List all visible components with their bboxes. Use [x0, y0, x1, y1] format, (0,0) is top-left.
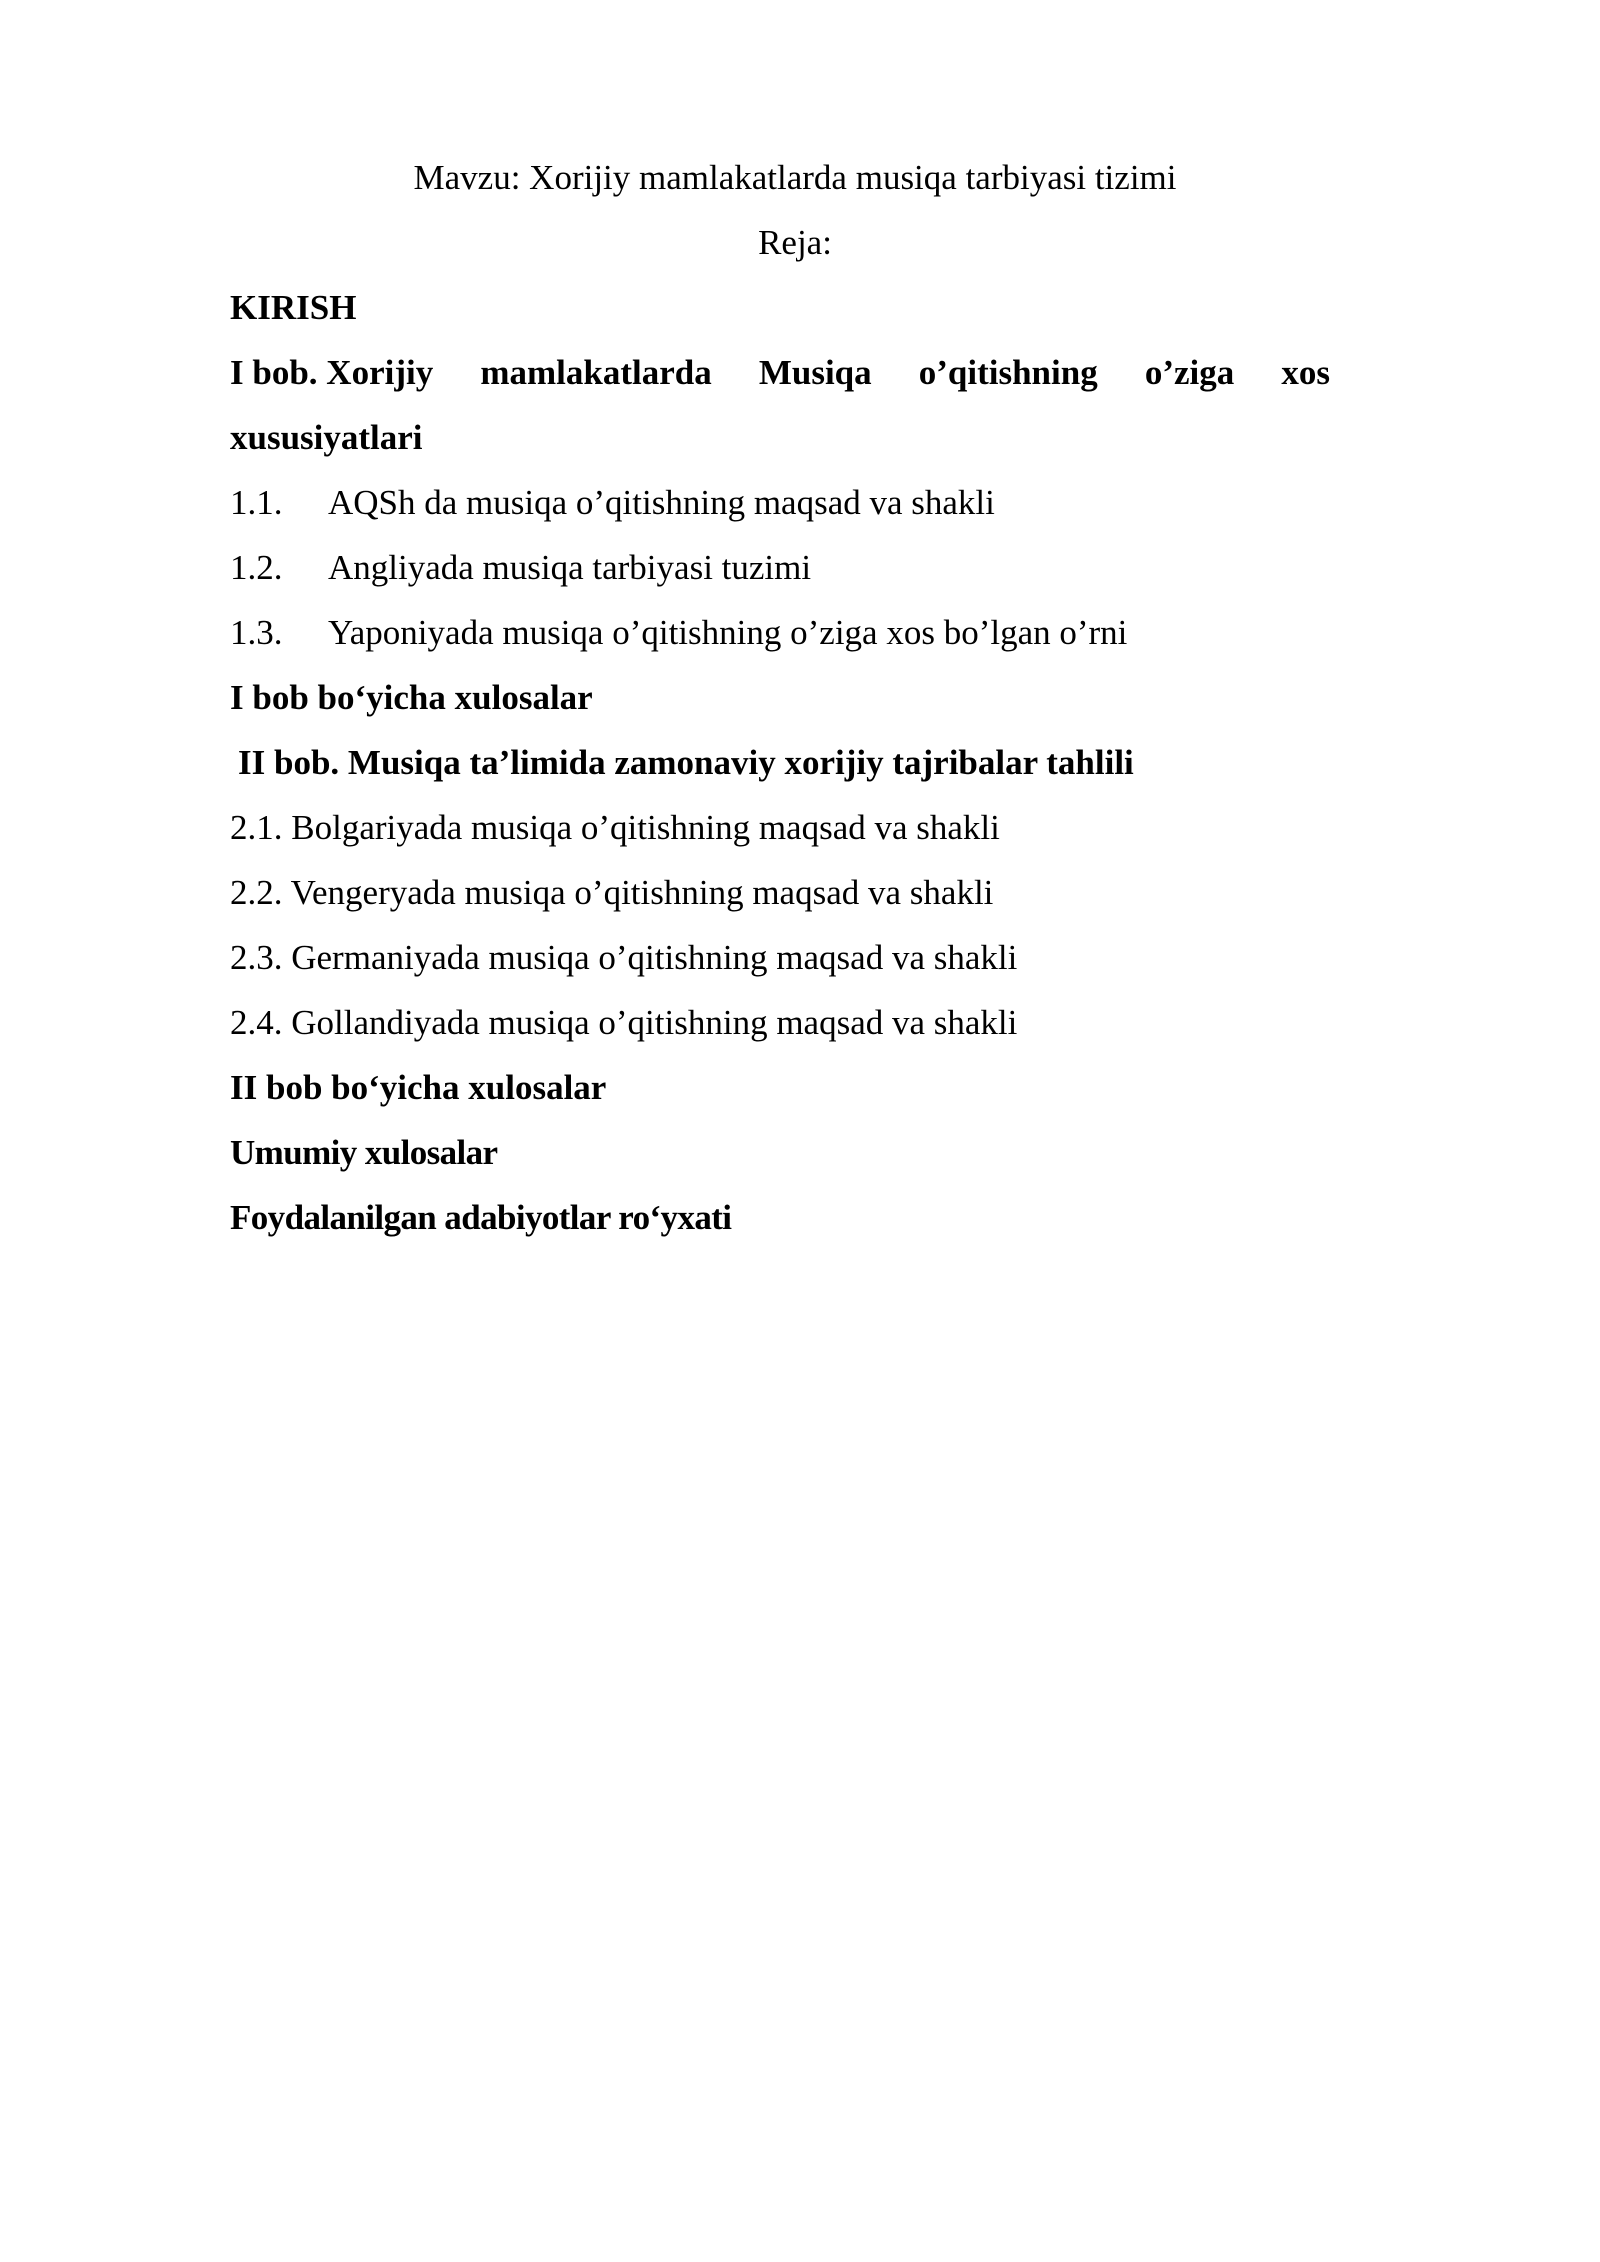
toc-chapter1-heading-continuation: xususiyatlari	[230, 418, 423, 457]
chapter1-word: Musiqa	[758, 353, 872, 392]
section-number: 1.3.	[230, 613, 283, 652]
toc-chapter1-heading	[230, 340, 1330, 405]
chapter1-word: xos	[1281, 353, 1330, 392]
toc-chapter2-heading: II bob. Musiqa ta’limida zamonaviy xorijiy tajribalar tahlili	[238, 743, 1134, 782]
toc-section-1-3	[230, 600, 1330, 665]
toc-section-2-1: 2.1. Bolgariyada musiqa o’qitishning maqsad va shakli	[230, 808, 1000, 847]
toc-section-2-4: 2.4. Gollandiyada musiqa o’qitishning maqsad va shakli	[230, 1003, 1018, 1042]
section-title: Angliyada musiqa tarbiyasi tuzimi	[328, 548, 812, 587]
document-content	[230, 145, 1330, 1250]
section-title: AQSh da musiqa o’qitishning maqsad va shakli	[328, 483, 995, 522]
document-title: Mavzu: Xorijiy mamlakatlarda musiqa tarbiyasi tizimi	[413, 158, 1177, 197]
section-number: 1.1.	[230, 483, 283, 522]
plan-label: Reja:	[758, 223, 832, 262]
toc-chapter2-conclusion: II bob bo‘yicha xulosalar	[230, 1068, 607, 1107]
toc-section-1-1	[230, 470, 1330, 535]
chapter1-word: mamlakatlarda	[480, 353, 712, 392]
chapter1-word: o’ziga	[1144, 353, 1235, 392]
toc-general-conclusions: Umumiy xulosalar	[230, 1133, 498, 1172]
section-number: 1.2.	[230, 548, 283, 587]
toc-section-1-2	[230, 535, 1330, 600]
toc-chapter1-conclusion: I bob bo‘yicha xulosalar	[230, 678, 593, 717]
toc-section-2-3: 2.3. Germaniyada musiqa o’qitishning maqsad va shakli	[230, 938, 1018, 977]
toc-references: Foydalanilgan adabiyotlar ro‘yxati	[230, 1198, 732, 1237]
toc-intro: KIRISH	[230, 288, 357, 327]
chapter1-word: I bob. Xorijiy	[230, 353, 434, 392]
chapter1-word: o’qitishning	[918, 353, 1098, 392]
section-title: Yaponiyada musiqa o’qitishning o’ziga xos bo’lgan o’rni	[328, 613, 1128, 652]
toc-section-2-2: 2.2. Vengeryada musiqa o’qitishning maqsad va shakli	[230, 873, 994, 912]
